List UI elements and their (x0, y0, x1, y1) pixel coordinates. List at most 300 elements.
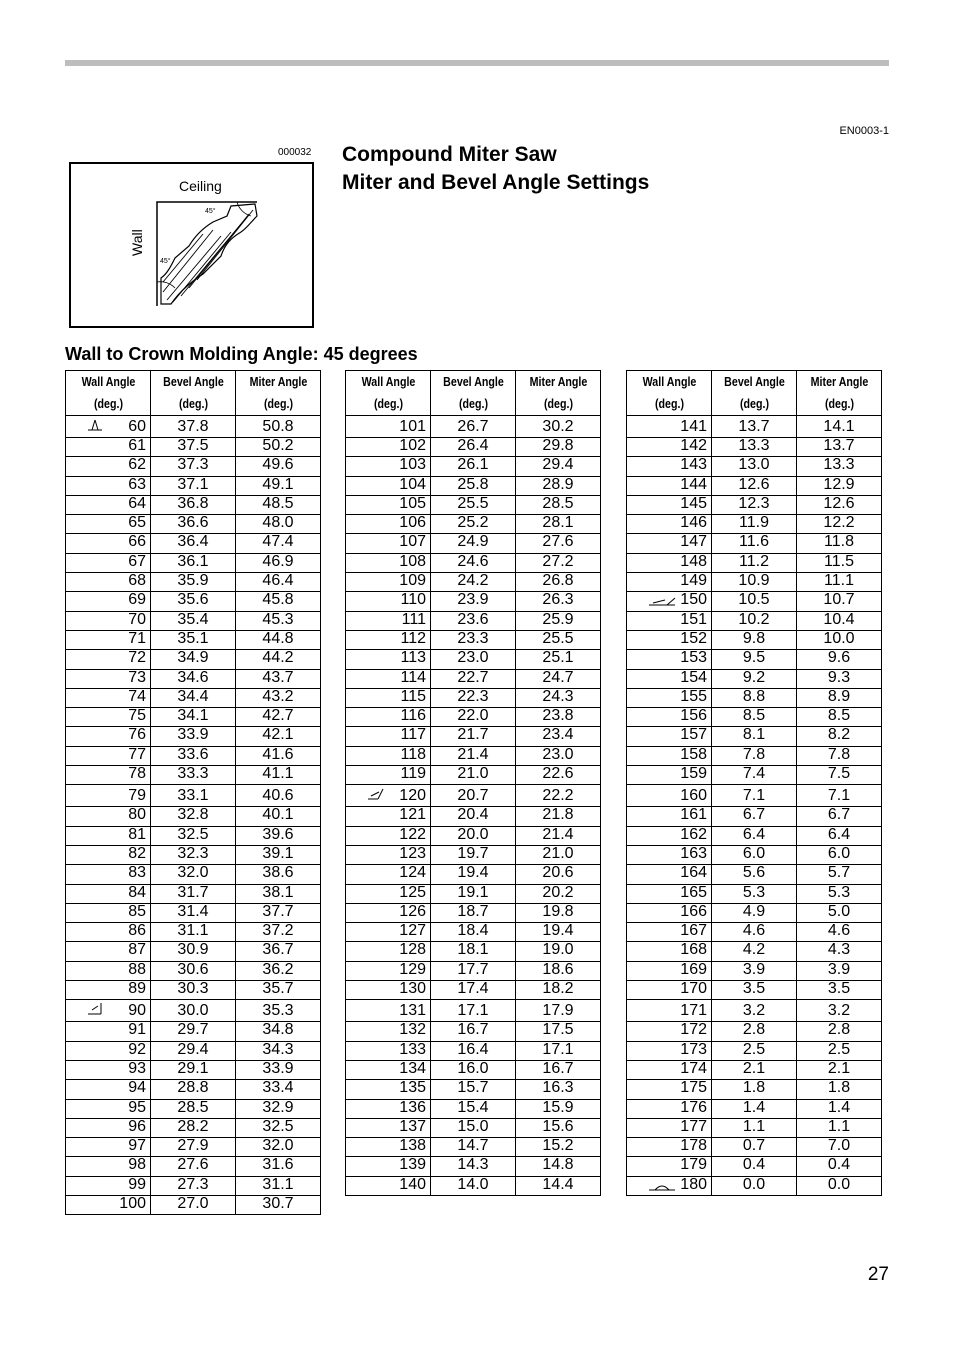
bevel-angle-cell (712, 630, 797, 649)
wall-angle-cell (627, 1099, 712, 1118)
miter-angle-header (523, 371, 593, 416)
miter-angle-cell (797, 961, 882, 980)
miter-angle-cell (516, 630, 601, 649)
miter-angle-value: 3.2 (827, 1001, 851, 1019)
bevel-angle-cell (712, 1118, 797, 1137)
left-angle-label: 45° (160, 258, 171, 265)
table-row (627, 746, 882, 765)
miter-angle-value: 15.9 (542, 1098, 574, 1116)
table-row (627, 865, 882, 884)
miter-angle-cell (236, 845, 321, 864)
bevel-angle-cell (151, 669, 236, 688)
wall-angle-value: 84 (128, 883, 146, 901)
miter-angle-cell (797, 865, 882, 884)
miter-angle-value: 30.7 (262, 1194, 294, 1212)
bevel-angle-header-line: (deg.) (739, 396, 769, 411)
wall-angle-cell (66, 923, 151, 942)
wall-angle-cell (627, 766, 712, 785)
table-row (346, 592, 601, 611)
wall-angle-cell (346, 534, 431, 553)
bevel-angle-cell (151, 1195, 236, 1214)
wall-angle-value: 145 (680, 494, 707, 512)
wall-angle-value: 153 (680, 649, 707, 667)
miter-angle-value: 2.8 (827, 1021, 851, 1039)
bevel-angle-cell (712, 923, 797, 942)
miter-angle-cell (236, 1060, 321, 1079)
wall-angle-cell (346, 495, 431, 514)
miter-angle-value: 8.2 (827, 726, 851, 744)
wall-angle-cell (66, 476, 151, 495)
wall-angle-value: 104 (399, 475, 426, 493)
bevel-angle-value: 1.8 (742, 1079, 766, 1097)
bevel-angle-value: 3.5 (742, 980, 766, 998)
table-row (346, 1041, 601, 1060)
bevel-angle-value: 35.4 (177, 610, 209, 628)
miter-angle-cell (797, 826, 882, 845)
wall-angle-cell (627, 923, 712, 942)
miter-angle-cell (797, 438, 882, 457)
miter-angle-value: 26.3 (542, 591, 574, 609)
table-row (627, 630, 882, 649)
miter-angle-value: 22.6 (542, 765, 574, 783)
bevel-angle-cell (151, 416, 236, 438)
wall-angle-cell (346, 1099, 431, 1118)
wall-angle-value: 67 (128, 552, 146, 570)
miter-angle-value: 16.3 (542, 1079, 574, 1097)
wall-angle-cell (627, 708, 712, 727)
bevel-angle-cell (431, 785, 516, 807)
miter-angle-value: 24.3 (542, 687, 574, 705)
miter-angle-cell (797, 1176, 882, 1195)
miter-angle-value: 1.4 (827, 1098, 851, 1116)
wall-angle-value: 109 (399, 572, 426, 590)
wall-angle-cell (627, 727, 712, 746)
miter-angle-cell (516, 1157, 601, 1176)
table-row (627, 884, 882, 903)
wall-angle-cell (66, 961, 151, 980)
wall-angle-cell (627, 826, 712, 845)
wall-angle-value: 93 (128, 1059, 146, 1077)
miter-angle-cell (516, 688, 601, 707)
bevel-angle-cell (151, 826, 236, 845)
bevel-angle-cell (431, 708, 516, 727)
bevel-angle-value: 16.4 (457, 1040, 489, 1058)
wall-angle-value: 131 (399, 1001, 426, 1019)
wall-angle-value: 139 (399, 1156, 426, 1174)
miter-angle-cell (236, 1176, 321, 1195)
table-row (346, 961, 601, 980)
miter-angle-value: 35.7 (262, 980, 294, 998)
bevel-angle-value: 8.5 (742, 707, 766, 725)
miter-angle-cell (236, 669, 321, 688)
wall-angle-value: 164 (680, 864, 707, 882)
wall-angle-value: 85 (128, 902, 146, 920)
table-row (627, 495, 882, 514)
bevel-angle-value: 28.2 (177, 1117, 209, 1135)
title-line-1: Compound Miter Saw (342, 143, 557, 166)
wall-180-icon (647, 1179, 677, 1197)
miter-angle-value: 35.3 (262, 1001, 294, 1019)
wall-angle-cell (66, 611, 151, 630)
miter-angle-value: 5.3 (827, 883, 851, 901)
table-row (627, 1157, 882, 1176)
wall-angle-value: 167 (680, 922, 707, 940)
wall-angle-cell (66, 942, 151, 961)
bevel-angle-cell (151, 865, 236, 884)
bevel-angle-value: 36.6 (177, 514, 209, 532)
angle-table-3 (626, 370, 882, 1196)
miter-angle-cell (797, 807, 882, 826)
bevel-angle-value: 7.1 (742, 786, 766, 804)
bevel-angle-value: 27.9 (177, 1137, 209, 1155)
table-row (627, 553, 882, 572)
wall-angle-cell (66, 495, 151, 514)
wall-angle-cell (627, 1157, 712, 1176)
bevel-angle-value: 15.7 (457, 1079, 489, 1097)
miter-angle-cell (236, 515, 321, 534)
miter-angle-value: 36.7 (262, 941, 294, 959)
miter-angle-cell (236, 457, 321, 476)
bevel-angle-value: 15.0 (457, 1117, 489, 1135)
bevel-angle-value: 35.6 (177, 591, 209, 609)
wall-angle-cell (346, 961, 431, 980)
miter-angle-cell (516, 981, 601, 1000)
miter-angle-value: 9.6 (827, 649, 851, 667)
wall-angle-value: 62 (128, 456, 146, 474)
table-row (66, 1000, 321, 1022)
bevel-angle-cell (151, 1022, 236, 1041)
miter-angle-cell (516, 1022, 601, 1041)
bevel-angle-cell (431, 669, 516, 688)
wall-angle-value: 88 (128, 960, 146, 978)
bevel-angle-cell (151, 688, 236, 707)
table-row (346, 1080, 601, 1099)
wall-angle-cell (66, 1080, 151, 1099)
miter-angle-cell (236, 630, 321, 649)
bevel-angle-value: 18.4 (457, 922, 489, 940)
bevel-angle-cell (431, 553, 516, 572)
bevel-angle-value: 7.4 (742, 765, 766, 783)
wall-angle-cell (627, 845, 712, 864)
wall-angle-value: 114 (400, 668, 426, 686)
table-row (346, 515, 601, 534)
wall-angle-cell (66, 865, 151, 884)
wall-angle-value: 174 (680, 1059, 707, 1077)
miter-angle-cell (516, 865, 601, 884)
miter-angle-cell (236, 923, 321, 942)
table-row (66, 1080, 321, 1099)
wall-angle-value: 107 (399, 533, 426, 551)
miter-angle-value: 17.9 (542, 1001, 574, 1019)
miter-angle-cell (797, 923, 882, 942)
wall-angle-cell (66, 826, 151, 845)
wall-angle-cell (66, 845, 151, 864)
miter-angle-value: 40.1 (262, 806, 294, 824)
miter-angle-value: 27.6 (542, 533, 574, 551)
table-row (66, 884, 321, 903)
bevel-angle-cell (151, 457, 236, 476)
bevel-angle-value: 5.6 (742, 864, 766, 882)
miter-angle-cell (236, 553, 321, 572)
bevel-angle-value: 33.3 (177, 765, 209, 783)
bevel-angle-cell (151, 981, 236, 1000)
wall-150-icon (647, 594, 677, 612)
table-row (66, 845, 321, 864)
miter-angle-cell (236, 650, 321, 669)
table-row (627, 727, 882, 746)
bevel-angle-cell (712, 1060, 797, 1079)
miter-angle-value: 36.2 (262, 960, 294, 978)
bevel-angle-cell (712, 708, 797, 727)
wall-angle-value: 70 (128, 610, 146, 628)
wall-angle-value: 83 (128, 864, 146, 882)
miter-angle-value: 24.7 (542, 668, 574, 686)
table-row (66, 1118, 321, 1137)
miter-angle-cell (797, 515, 882, 534)
table-row (627, 611, 882, 630)
table-row (66, 981, 321, 1000)
table-header-row (346, 371, 601, 416)
miter-angle-value: 21.4 (542, 825, 574, 843)
bevel-angle-header-line: Bevel Angle (162, 374, 224, 389)
miter-angle-value: 33.4 (262, 1079, 294, 1097)
wall-angle-value: 152 (680, 629, 707, 647)
bevel-angle-cell (431, 457, 516, 476)
table-row (346, 1022, 601, 1041)
miter-angle-value: 14.1 (823, 417, 855, 435)
wall-angle-cell (346, 1157, 431, 1176)
bevel-angle-value: 30.3 (177, 980, 209, 998)
miter-angle-header-line: (deg.) (263, 396, 293, 411)
bevel-angle-cell (431, 438, 516, 457)
miter-angle-value: 28.1 (542, 514, 574, 532)
wall-angle-cell (346, 416, 431, 438)
bevel-angle-cell (431, 1000, 516, 1022)
bevel-angle-value: 1.4 (742, 1098, 766, 1116)
bevel-angle-value: 6.7 (742, 806, 766, 824)
wall-angle-cell (66, 884, 151, 903)
bevel-angle-cell (712, 727, 797, 746)
miter-angle-cell (516, 1060, 601, 1079)
wall-angle-cell (66, 515, 151, 534)
wall-angle-value: 155 (680, 687, 707, 705)
bevel-angle-cell (151, 1080, 236, 1099)
document-code: EN0003-1 (839, 125, 889, 137)
bevel-angle-value: 4.6 (742, 922, 766, 940)
miter-angle-value: 13.3 (823, 456, 855, 474)
miter-angle-cell (516, 1000, 601, 1022)
wall-angle-value: 68 (128, 572, 146, 590)
miter-angle-cell (516, 495, 601, 514)
wall-angle-value: 112 (400, 629, 426, 647)
miter-angle-cell (236, 942, 321, 961)
table-header-row (627, 371, 882, 416)
table-row (346, 534, 601, 553)
wall-angle-cell (346, 457, 431, 476)
table-row (627, 708, 882, 727)
table-row (346, 553, 601, 572)
bevel-angle-value: 35.9 (177, 572, 209, 590)
miter-angle-value: 23.8 (542, 707, 574, 725)
miter-angle-cell (516, 534, 601, 553)
wall-angle-header-line: (deg.) (93, 396, 123, 411)
miter-angle-cell (236, 438, 321, 457)
wall-angle-value: 159 (680, 765, 707, 783)
miter-angle-value: 8.9 (827, 687, 851, 705)
miter-angle-value: 25.9 (542, 610, 574, 628)
bevel-angle-value: 22.3 (457, 687, 489, 705)
bevel-angle-cell (151, 766, 236, 785)
bevel-angle-value: 23.6 (457, 610, 489, 628)
miter-angle-value: 44.2 (262, 649, 294, 667)
bevel-angle-header-line: (deg.) (178, 396, 208, 411)
wall-90-icon (86, 1002, 104, 1020)
wall-angle-cell (627, 476, 712, 495)
miter-angle-value: 49.6 (262, 456, 294, 474)
bevel-angle-cell (431, 630, 516, 649)
wall-angle-value: 111 (401, 610, 426, 628)
table-row (627, 923, 882, 942)
table-row (346, 1099, 601, 1118)
wall-angle-value: 95 (128, 1098, 146, 1116)
bevel-angle-value: 10.5 (738, 591, 770, 609)
bevel-angle-value: 21.0 (457, 765, 489, 783)
wall-angle-value: 82 (128, 844, 146, 862)
bevel-angle-value: 26.7 (457, 417, 489, 435)
table-row (627, 1022, 882, 1041)
miter-angle-cell (797, 1099, 882, 1118)
bevel-angle-cell (151, 573, 236, 592)
table-row (66, 727, 321, 746)
wall-angle-cell (346, 611, 431, 630)
miter-angle-cell (516, 650, 601, 669)
bevel-angle-cell (431, 1041, 516, 1060)
table-row (627, 903, 882, 922)
wall-angle-cell (346, 727, 431, 746)
bevel-angle-value: 37.8 (177, 417, 209, 435)
miter-angle-value: 10.0 (823, 629, 855, 647)
wall-angle-cell (66, 438, 151, 457)
wall-angle-cell (66, 1099, 151, 1118)
miter-angle-cell (797, 457, 882, 476)
table-row (66, 785, 321, 807)
wall-angle-cell (66, 553, 151, 572)
wall-angle-value: 177 (680, 1117, 707, 1135)
wall-angle-cell (66, 1176, 151, 1195)
table-row (346, 669, 601, 688)
bevel-angle-cell (712, 495, 797, 514)
bevel-angle-value: 20.7 (457, 786, 489, 804)
table-row (346, 826, 601, 845)
wall-angle-cell (627, 903, 712, 922)
wall-angle-cell (346, 592, 431, 611)
bevel-angle-value: 34.1 (177, 707, 209, 725)
bevel-angle-value: 28.8 (177, 1079, 209, 1097)
table-row (346, 1118, 601, 1137)
table-row (627, 515, 882, 534)
table-row (346, 727, 601, 746)
table-row (627, 845, 882, 864)
wall-angle-cell (66, 669, 151, 688)
miter-angle-cell (797, 766, 882, 785)
miter-angle-value: 15.6 (542, 1117, 574, 1135)
bevel-angle-value: 22.7 (457, 668, 489, 686)
wall-angle-value: 113 (400, 649, 426, 667)
miter-angle-cell (236, 826, 321, 845)
wall-angle-cell (66, 1000, 151, 1022)
bevel-angle-cell (151, 438, 236, 457)
miter-angle-value: 9.3 (827, 668, 851, 686)
miter-angle-cell (236, 1138, 321, 1157)
miter-angle-cell (236, 807, 321, 826)
wall-angle-cell (346, 553, 431, 572)
bevel-angle-value: 36.8 (177, 494, 209, 512)
table-row (346, 476, 601, 495)
wall-angle-header (634, 371, 704, 416)
miter-angle-value: 12.9 (823, 475, 855, 493)
miter-angle-cell (516, 807, 601, 826)
bevel-angle-cell (712, 746, 797, 765)
miter-angle-value: 39.6 (262, 825, 294, 843)
bevel-angle-value: 13.0 (738, 456, 770, 474)
miter-angle-cell (516, 785, 601, 807)
bevel-angle-cell (712, 573, 797, 592)
miter-angle-cell (516, 457, 601, 476)
miter-angle-cell (797, 688, 882, 707)
table-row (346, 1138, 601, 1157)
miter-angle-value: 14.8 (542, 1156, 574, 1174)
wall-angle-cell (346, 1080, 431, 1099)
miter-angle-cell (236, 766, 321, 785)
wall-angle-cell (627, 1118, 712, 1137)
wall-angle-value: 141 (680, 417, 707, 435)
table-row (66, 865, 321, 884)
bevel-angle-cell (151, 708, 236, 727)
bevel-angle-cell (712, 1000, 797, 1022)
table-row (66, 592, 321, 611)
miter-angle-value: 48.5 (262, 494, 294, 512)
wall-angle-value: 115 (400, 687, 426, 705)
wall-angle-cell (66, 785, 151, 807)
angle-table-2 (345, 370, 601, 1196)
wall-angle-value: 135 (399, 1079, 426, 1097)
bevel-angle-value: 0.7 (742, 1137, 766, 1155)
table-row (627, 807, 882, 826)
wall-angle-value: 138 (399, 1137, 426, 1155)
wall-angle-value: 172 (680, 1021, 707, 1039)
bevel-angle-value: 11.2 (739, 552, 769, 570)
miter-angle-cell (516, 553, 601, 572)
bevel-angle-value: 34.6 (177, 668, 209, 686)
wall-angle-value: 76 (128, 726, 146, 744)
miter-angle-value: 39.1 (262, 844, 294, 862)
bevel-angle-cell (712, 688, 797, 707)
bevel-angle-header (158, 371, 228, 416)
miter-angle-value: 2.1 (827, 1059, 851, 1077)
wall-angle-cell (346, 1138, 431, 1157)
bevel-angle-cell (151, 553, 236, 572)
table-row (346, 650, 601, 669)
wall-angle-value: 119 (400, 765, 426, 783)
miter-angle-cell (797, 884, 882, 903)
miter-angle-cell (516, 1099, 601, 1118)
table-row (346, 708, 601, 727)
wall-angle-value: 63 (128, 475, 146, 493)
wall-angle-value: 64 (128, 494, 146, 512)
wall-angle-cell (66, 1041, 151, 1060)
wall-angle-value: 163 (680, 844, 707, 862)
page-title (342, 141, 649, 197)
